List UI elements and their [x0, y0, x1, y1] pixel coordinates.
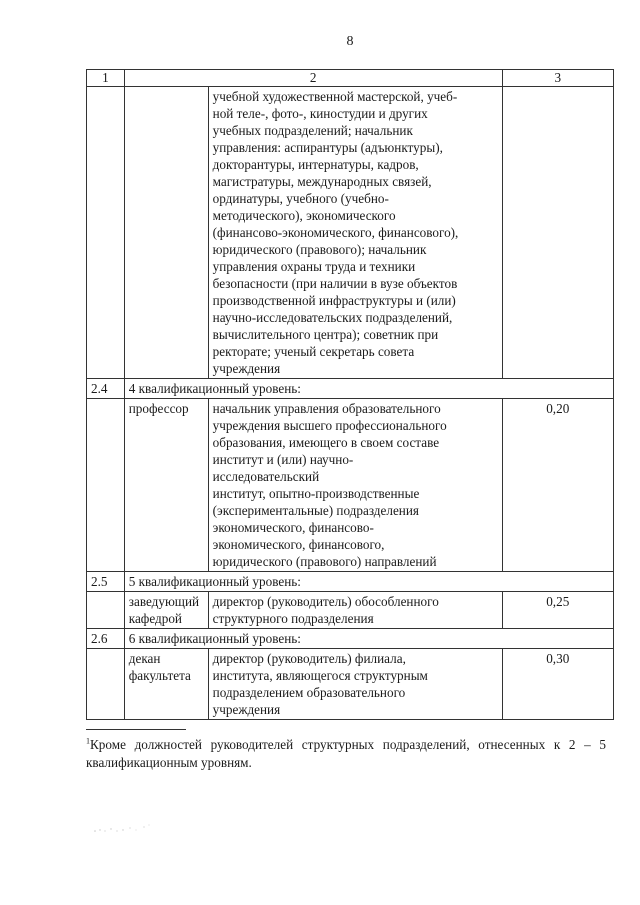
position-name: профессор [124, 399, 208, 572]
footnote [86, 736, 606, 772]
level-title: 5 квалификационный уровень: [124, 572, 613, 592]
page-number: 8 [346, 34, 354, 49]
level-title: 6 квалификационный уровень: [124, 629, 613, 649]
header-col-3: 3 [502, 70, 614, 87]
position-name: заведующий кафедрой [124, 592, 208, 629]
level-title: 4 квалификационный уровень: [124, 379, 613, 399]
level-heading-row [87, 572, 614, 592]
table-header-row [87, 70, 614, 87]
level-number: 2.6 [87, 629, 125, 649]
continuation-description: учебной художественной мастерской, учеб- ной теле-, фото-, киностудии и других учебных подразделений; начальник управления: аспирантуры (адъюнктуры), докторантуры, интернатуры, кадров, магистратуры, международных связей, ординатуры, учебного (учебно- методического), экономического (финансово-экономического, финансового), юридического (правового); начальник управления охраны труда и техники безопасности (при наличии в вузе объектов производственной инфраструктуры и (или) научно-исследовательских подразделений, вычислительного центра); советник при ректорате; ученый секретарь совета учреждения [208, 87, 502, 379]
qualification-table [86, 69, 614, 720]
position-description: директор (руководитель) филиала, института, являющегося структурным подразделением образовательного учреждения [208, 649, 502, 720]
scan-smudge [92, 822, 152, 836]
level-number: 2.5 [87, 572, 125, 592]
header-col-2: 2 [124, 70, 502, 87]
table-row [87, 399, 614, 572]
table-row-continuation [87, 87, 614, 379]
table-row [87, 592, 614, 629]
coefficient-value: 0,25 [502, 592, 614, 629]
table-row [87, 649, 614, 720]
footnote-divider [86, 729, 186, 730]
footnote-text: Кроме должностей руководителей структурных подразделений, отнесенных к 2 – 5 квалификационным уровням. [86, 737, 606, 770]
footnote-marker: 1 [86, 736, 90, 746]
header-col-1: 1 [87, 70, 125, 87]
coefficient-value: 0,20 [502, 399, 614, 572]
position-name: декан факультета [124, 649, 208, 720]
position-description: директор (руководитель) обособленного структурного подразделения [208, 592, 502, 629]
level-heading-row [87, 629, 614, 649]
coefficient-value: 0,30 [502, 649, 614, 720]
level-heading-row [87, 379, 614, 399]
level-number: 2.4 [87, 379, 125, 399]
position-description: начальник управления образовательного учреждения высшего профессионального образования, имеющего в своем составе институт и (или) научно- исследовательский институт, опытно-производственные (экспериментальные) подразделения экономического, финансово- экономического, финансового, юридического (правового) направлений [208, 399, 502, 572]
